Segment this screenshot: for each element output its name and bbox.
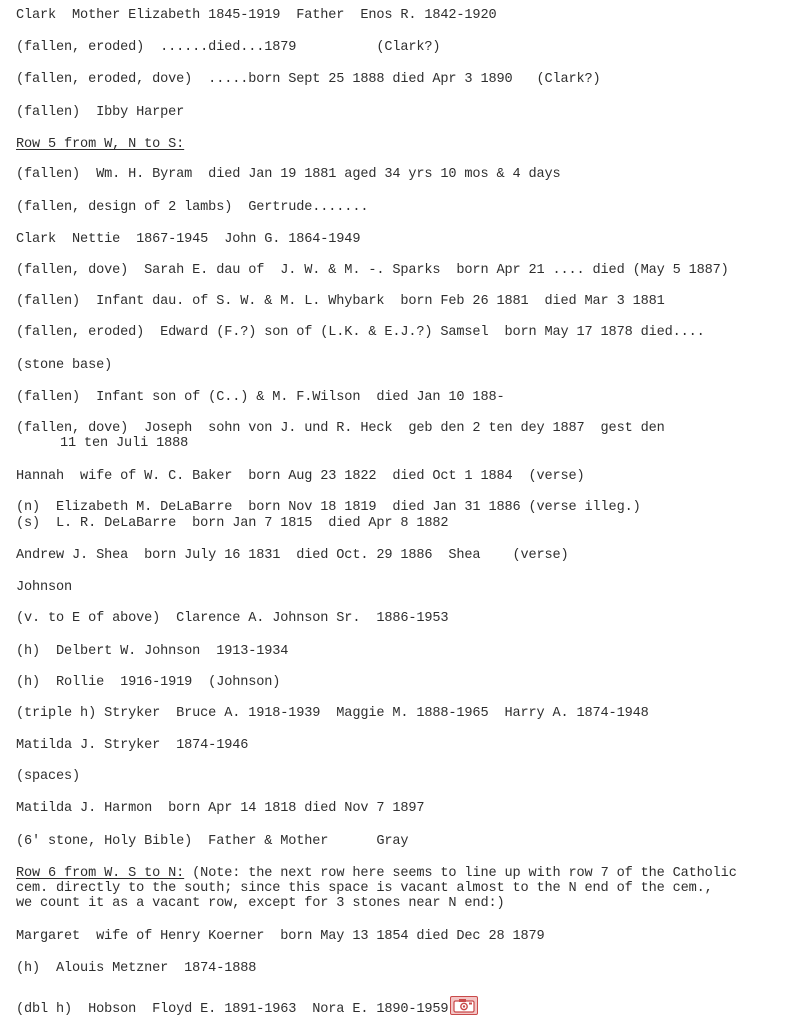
text-line: (spaces) — [16, 769, 81, 784]
row-heading-line — [16, 866, 792, 881]
text-line: (fallen, eroded) ......died...1879 (Clark?) — [16, 40, 441, 55]
text-line: 11 ten Juli 1888 — [60, 436, 189, 451]
camera-icon[interactable] — [450, 996, 478, 1015]
text-line: cem. directly to the south; since this space is vacant almost to the N end of the cem., — [16, 881, 713, 896]
text-line: Matilda J. Harmon born Apr 14 1818 died Nov 7 1897 — [16, 801, 425, 816]
text-line: Margaret wife of Henry Koerner born May 13 1854 died Dec 28 1879 — [16, 929, 545, 944]
text-line: (fallen, design of 2 lambs) Gertrude....... — [16, 200, 369, 215]
text-line: (n) Elizabeth M. DeLaBarre born Nov 18 1819 died Jan 31 1886 (verse illeg.) — [16, 500, 641, 515]
text-line: we count it as a vacant row, except for 3 stones near N end:) — [16, 896, 505, 911]
text-line: Matilda J. Stryker 1874-1946 — [16, 738, 249, 753]
text-line: (fallen, dove) Sarah E. dau of J. W. & M. -. Sparks born Apr 21 .... died (May 5 1887) — [16, 263, 729, 278]
text-line: Johnson — [16, 580, 73, 595]
text-line: (h) Alouis Metzner 1874-1888 — [16, 961, 257, 976]
text-line: (v. to E of above) Clarence A. Johnson Sr. 1886-1953 — [16, 611, 449, 626]
text-line: (fallen) Infant dau. of S. W. & M. L. Whybark born Feb 26 1881 died Mar 3 1881 — [16, 294, 665, 309]
text-line: (dbl h) Hobson Floyd E. 1891-1963 Nora E. 1890-1959 — [16, 1002, 449, 1017]
text-line: (fallen) Infant son of (C..) & M. F.Wilson died Jan 10 188- — [16, 390, 505, 405]
text-line: (fallen) Ibby Harper — [16, 105, 185, 120]
text-line: Clark Nettie 1867-1945 John G. 1864-1949 — [16, 232, 361, 247]
text-line-with-photo — [16, 993, 792, 1017]
text-line: (fallen, eroded) Edward (F.?) son of (L.K. & E.J.?) Samsel born May 17 1878 died.... — [16, 325, 705, 340]
text-line: Clark Mother Elizabeth 1845-1919 Father Enos R. 1842-1920 — [16, 8, 497, 23]
text-line: (triple h) Stryker Bruce A. 1918-1939 Maggie M. 1888-1965 Harry A. 1874-1948 — [16, 706, 649, 721]
text-line: (h) Rollie 1916-1919 (Johnson) — [16, 675, 281, 690]
text-line: (stone base) — [16, 358, 113, 373]
text-line: Hannah wife of W. C. Baker born Aug 23 1822 died Oct 1 1884 (verse) — [16, 469, 585, 484]
row-heading: Row 5 from W, N to S: — [16, 137, 185, 152]
text-line: (fallen, eroded, dove) .....born Sept 25 1888 died Apr 3 1890 (Clark?) — [16, 72, 601, 87]
row-note: (Note: the next row here seems to line up with row 7 of the Catholic — [184, 866, 737, 881]
text-line: (s) L. R. DeLaBarre born Jan 7 1815 died Apr 8 1882 — [16, 516, 449, 531]
row-heading: Row 6 from W. S to N: — [16, 866, 185, 881]
text-line: (6' stone, Holy Bible) Father & Mother Gray — [16, 834, 409, 849]
text-line: (fallen) Wm. H. Byram died Jan 19 1881 aged 34 yrs 10 mos & 4 days — [16, 167, 561, 182]
text-line: (fallen, dove) Joseph sohn von J. und R. Heck geb den 2 ten dey 1887 gest den — [16, 421, 665, 436]
text-line: (h) Delbert W. Johnson 1913-1934 — [16, 644, 289, 659]
text-line: Andrew J. Shea born July 16 1831 died Oct. 29 1886 Shea (verse) — [16, 548, 569, 563]
